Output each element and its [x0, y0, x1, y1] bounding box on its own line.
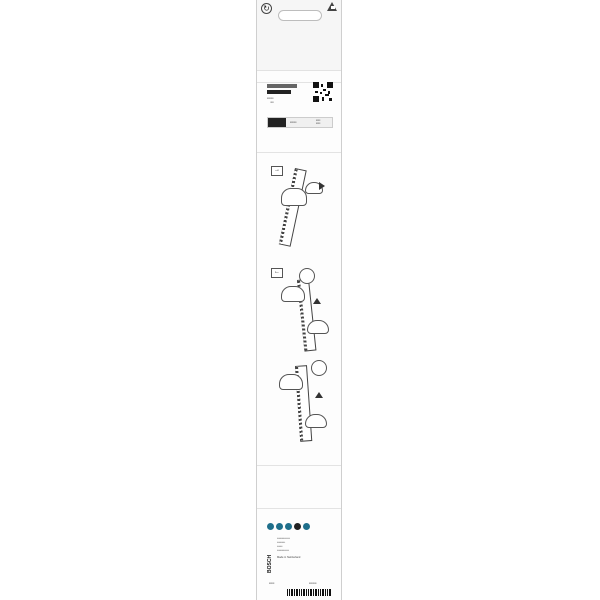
hang-hole	[278, 10, 322, 21]
made-in-text: Made in Switzerland	[277, 556, 301, 559]
product-label-bar-dark	[267, 90, 291, 94]
spec-dimensions: ▪▪▪▪▪▪	[290, 120, 297, 124]
product-label-bar	[267, 84, 297, 88]
brand-logo: BOSCH	[267, 554, 273, 573]
product-package	[256, 0, 342, 600]
divider-line	[257, 152, 341, 153]
divider-line	[257, 465, 341, 466]
divider-line	[257, 508, 341, 509]
hand-illustration	[305, 414, 327, 428]
arrow-right-icon	[319, 182, 325, 190]
recycle-icon: ↻	[261, 3, 272, 14]
hand-illustration	[281, 286, 305, 302]
spec-values: ▪▪▪▪ ▪▪▪▪	[316, 118, 321, 125]
address-line: ▪▪▪▪▪▪	[277, 545, 283, 548]
product-code-line-2: ▪▪▪	[267, 100, 274, 104]
hand-illustration	[279, 374, 303, 390]
zoom-detail-circle	[311, 360, 327, 376]
step-2-icon: ←	[271, 268, 283, 278]
saw-blade-illustration	[279, 168, 307, 247]
instruction-step-3	[267, 354, 333, 430]
hanger-tab	[257, 0, 341, 71]
material-metal-icon	[276, 523, 283, 530]
product-code-line: ▪▪▪▪▪▪	[267, 96, 274, 100]
material-tag	[268, 118, 286, 127]
material-composite-icon	[294, 523, 301, 530]
instruction-step-1	[267, 160, 333, 236]
hand-illustration	[307, 320, 329, 334]
spec-bar	[267, 117, 333, 128]
arrow-up-icon	[315, 392, 323, 398]
small-print: ▪▪▪▪▪	[269, 581, 275, 585]
material-plastic-icon	[285, 523, 292, 530]
address-line: ▪▪▪▪▪▪▪▪▪	[277, 541, 286, 544]
small-print: ▪▪▪▪▪▪▪	[309, 581, 317, 585]
instruction-step-2	[267, 262, 333, 338]
barcode	[287, 589, 331, 597]
material-wood-icon	[267, 523, 274, 530]
address-line: ▪▪▪▪▪▪▪▪▪▪▪▪▪	[277, 549, 289, 552]
address-line: ▪▪▪▪▪▪▪▪▪▪▪▪▪▪	[277, 537, 290, 540]
zoom-detail-circle	[299, 268, 315, 284]
qr-code	[313, 82, 333, 102]
tool-compat-icon	[303, 523, 310, 530]
step-1-icon: →	[271, 166, 283, 176]
hand-illustration	[281, 188, 307, 206]
arrow-up-icon	[313, 298, 321, 304]
application-icons	[267, 523, 310, 531]
